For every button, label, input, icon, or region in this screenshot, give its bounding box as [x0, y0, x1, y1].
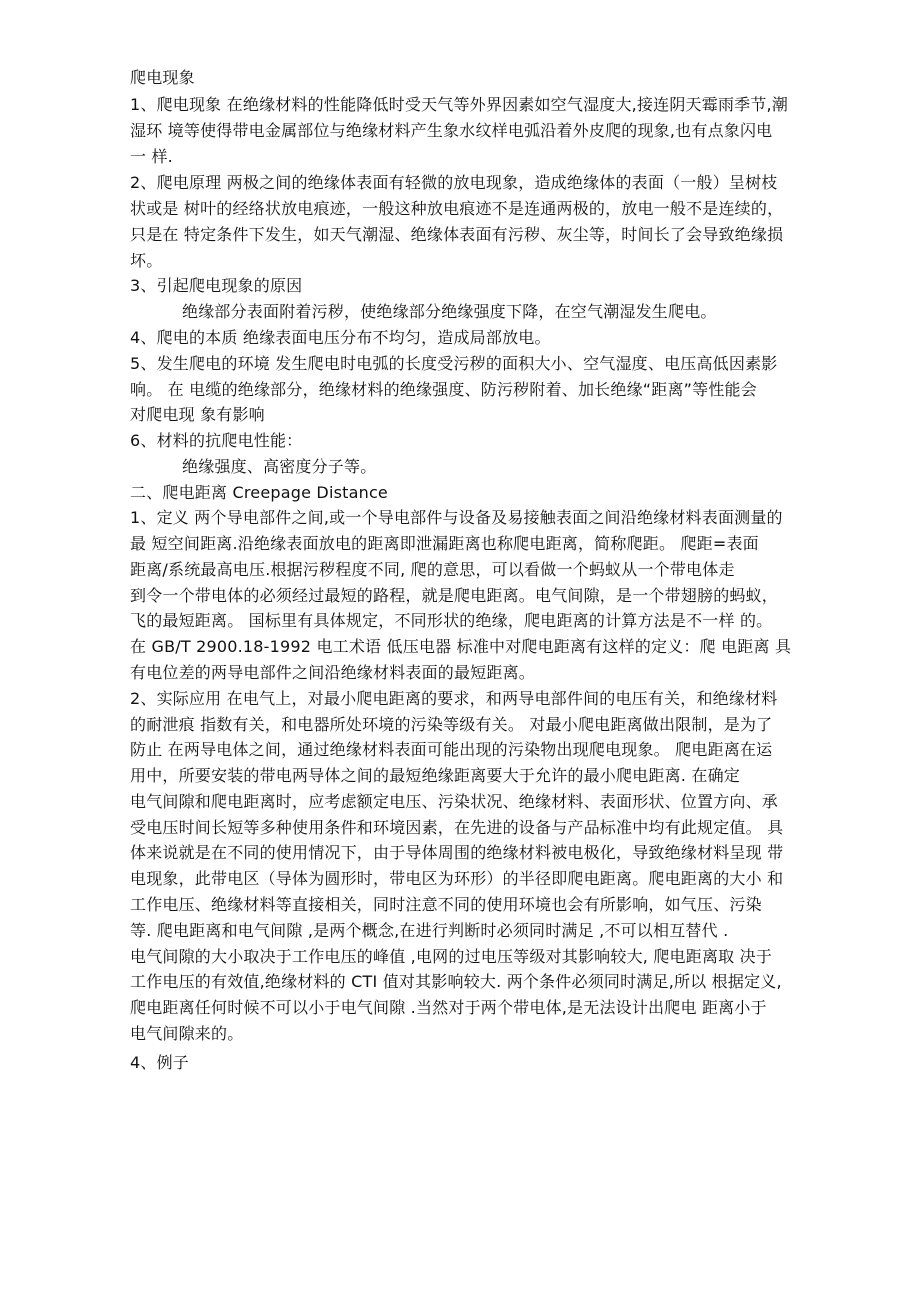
section-heading: 4、例子: [130, 1053, 189, 1072]
text-line: 工作电压、绝缘材料等直接相关，同时注意不同的使用环境也会有所影响，如气压、污染: [130, 895, 762, 914]
document-title: 爬电现象: [130, 68, 195, 87]
text-line: 电现象，此带电区（导体为圆形时，带电区为环形）的半径即爬电距离。爬电距离的大小 和: [130, 869, 784, 888]
text-line: 绝缘部分表面附着污秽，使绝缘部分绝缘强度下降，在空气潮湿发生爬电。: [182, 302, 717, 321]
text-line: 一 样.: [130, 147, 173, 166]
section-heading: 二、爬电距离 Creepage Distance: [130, 483, 388, 502]
text-line: 湿环 境等使得带电金属部位与绝缘材料产生象水纹样电弧沿着外皮爬的现象,也有点象闪电: [130, 121, 773, 140]
text-line: 距离/系统最高电压.根据污秽程度不同, 爬的意思，可以看做一个蚂蚁从一个带电体走: [130, 560, 735, 579]
text-line: 绝缘强度、高密度分子等。: [182, 457, 377, 476]
text-line: 受电压时间长短等多种使用条件和环境因素，在先进的设备与产品标准中均有此规定值。 具: [130, 818, 784, 837]
text-line: 在 GB/T 2900.18-1992 电工术语 低压电器 标准中对爬电距离有这样的定义：爬 电距离 具: [130, 637, 792, 656]
text-line: 状或是 树叶的经络状放电痕迹，一般这种放电痕迹不是连通两极的，放电一般不是连续的，: [130, 199, 784, 218]
text-line: 2、爬电原理 两极之间的绝缘体表面有轻微的放电现象，造成绝缘体的表面（一般）呈树枝: [130, 173, 778, 192]
text-line: 的耐泄痕 指数有关，和电器所处环境的污染等级有关。 对最小爬电距离做出限制，是为了: [130, 715, 773, 734]
text-line: 用中，所要安装的带电两导体之间的最短绝缘距离要大于允许的最小爬电距离. 在确定: [130, 766, 740, 785]
text-line: 1、定义 两个导电部件之间,或一个导电部件与设备及易接触表面之间沿绝缘材料表面测量的: [130, 508, 783, 527]
text-line: 响。 在 电缆的绝缘部分，绝缘材料的绝缘强度、防污秽附着、加长绝缘“距离”等性能会: [130, 380, 757, 399]
text-line: 体来说就是在不同的使用情况下，由于导体周围的绝缘材料被电极化，导致绝缘材料呈现 带: [130, 843, 784, 862]
text-line: 电气间隙来的。: [130, 1024, 244, 1043]
text-line: 4、爬电的本质 绝缘表面电压分布不均匀，造成局部放电。: [130, 328, 551, 347]
text-line: 爬电距离任何时候不可以小于电气间隙 .当然对于两个带电体,是无法设计出爬电 距离小于: [130, 998, 767, 1017]
text-line: 到令一个带电体的必须经过最短的路程，就是爬电距离。电气间隙，是一个带翅膀的蚂蚁，: [130, 586, 779, 605]
text-line: 5、发生爬电的环境 发生爬电时电弧的长度受污秽的面积大小、空气湿度、电压高低因素影: [130, 354, 778, 373]
text-line: 电气间隙的大小取决于工作电压的峰值 ,电网的过电压等级对其影响较大, 爬电距离取 决于: [130, 947, 773, 966]
text-line: 1、爬电现象 在绝缘材料的性能降低时受天气等外界因素如空气湿度大,接连阴天霉雨季节,潮: [130, 95, 789, 114]
text-line: 只是在 特定条件下发生，如天气潮湿、绝缘体表面有污秽、灰尘等，时间长了会导致绝缘损: [130, 225, 784, 244]
text-line: 有电位差的两导电部件之间沿绝缘材料表面的最短距离。: [130, 663, 536, 682]
section-heading: 6、材料的抗爬电性能：: [130, 431, 303, 450]
text-line: 对爬电现 象有影响: [130, 405, 265, 424]
text-line: 2、实际应用 在电气上，对最小爬电距离的要求，和两导电部件间的电压有关，和绝缘材料: [130, 689, 778, 708]
text-line: 坏。: [130, 251, 163, 270]
text-line: 电气间隙和爬电距离时，应考虑额定电压、污染状况、绝缘材料、表面形状、位置方向、承: [130, 792, 779, 811]
section-heading: 3、引起爬电现象的原因: [130, 276, 303, 295]
text-line: 工作电压的有效值,绝缘材料的 CTI 值对其影响较大. 两个条件必须同时满足,所以 根据定义,: [130, 972, 782, 991]
text-line: 最 短空间距离.沿绝缘表面放电的距离即泄漏距离也称爬电距离，简称爬距。 爬距=表面: [130, 534, 759, 553]
text-line: 等. 爬电距离和电气间隙 ,是两个概念,在进行判断时必须同时满足 ,不可以相互替代 .: [130, 921, 729, 940]
text-line: 防止 在两导电体之间，通过绝缘材料表面可能出现的污染物出现爬电现象。 爬电距离在运: [130, 740, 773, 759]
text-line: 飞的最短距离。 国标里有具体规定，不同形状的绝缘，爬电距离的计算方法是不一样 的。: [130, 611, 773, 630]
